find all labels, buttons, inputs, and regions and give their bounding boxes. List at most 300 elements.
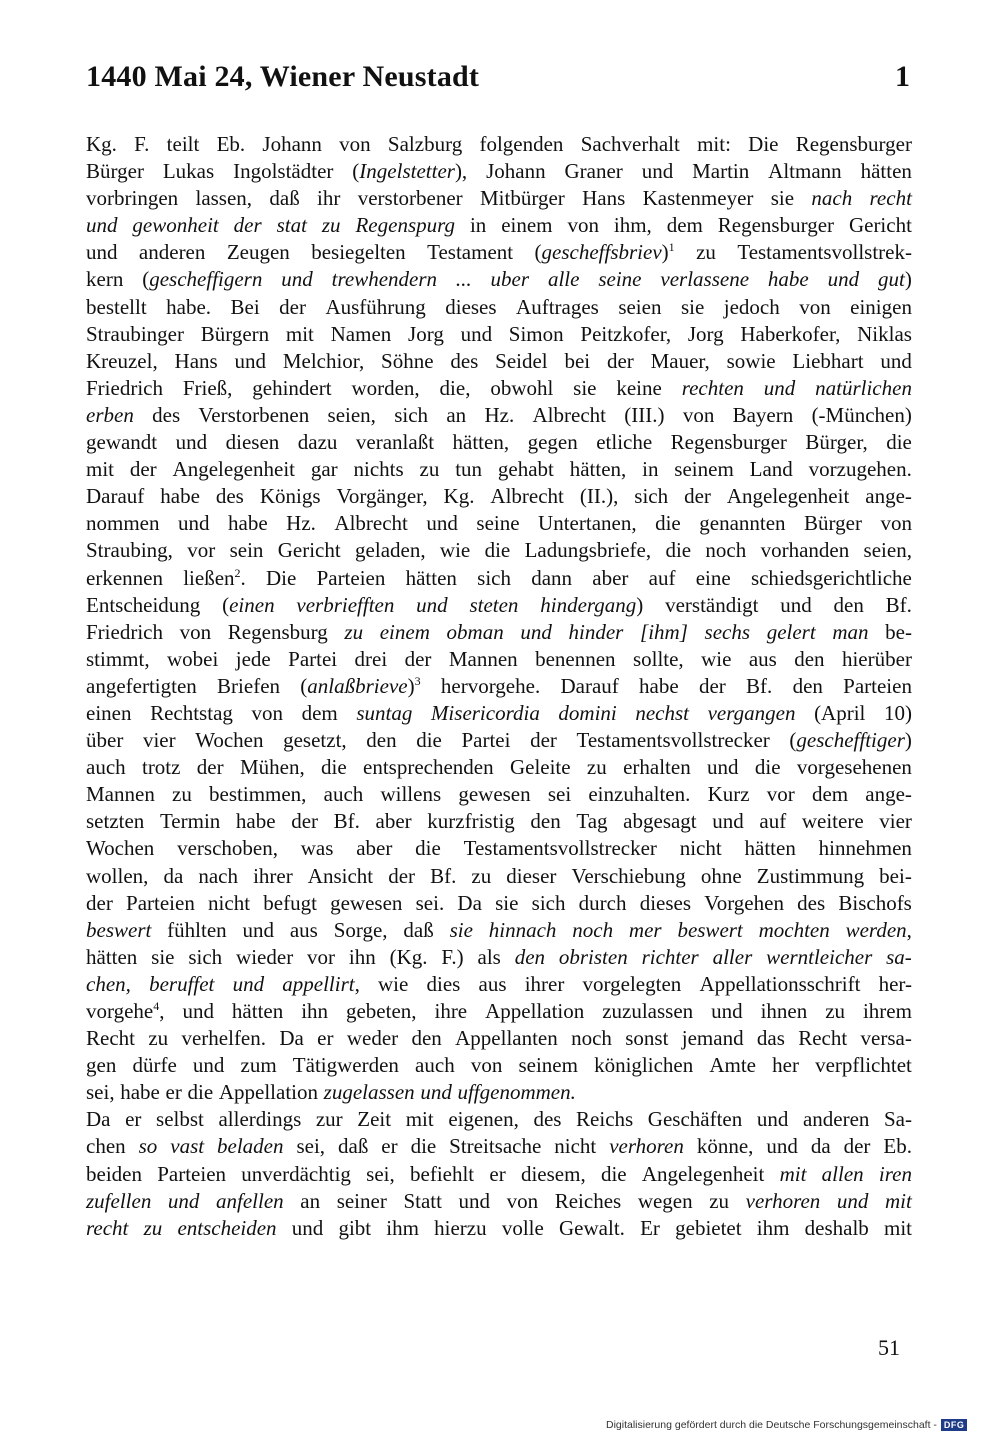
text-segment: sie xyxy=(573,375,597,400)
word xyxy=(356,429,434,456)
text-segment: über xyxy=(86,728,124,753)
text-segment: abgesagt xyxy=(623,809,697,834)
word xyxy=(415,835,441,862)
text-segment: etliche xyxy=(596,430,653,455)
text-line xyxy=(86,510,912,537)
word xyxy=(366,1161,395,1188)
italic-quote: vergangen xyxy=(707,700,796,725)
word xyxy=(803,1106,869,1133)
word xyxy=(565,158,623,185)
text-segment: Hz. xyxy=(286,511,316,536)
word xyxy=(850,294,912,321)
text-segment: der xyxy=(86,890,113,915)
word xyxy=(601,1161,627,1188)
word xyxy=(755,754,781,781)
word xyxy=(198,863,238,890)
text-line xyxy=(86,998,912,1025)
text-segment: hierzu xyxy=(434,1215,487,1240)
word xyxy=(86,998,165,1025)
footer-text: Digitalisierung gefördert durch die Deutsche Forschungsgemeinschaft - xyxy=(606,1419,937,1431)
text-segment: und xyxy=(192,1053,225,1078)
text-segment: der xyxy=(606,348,634,373)
word xyxy=(640,1215,660,1242)
word xyxy=(449,1133,541,1160)
text-line xyxy=(86,1215,912,1242)
word xyxy=(766,1133,798,1160)
text-line xyxy=(86,917,912,944)
text-segment: aus xyxy=(289,917,318,942)
text-segment: Zeugen xyxy=(226,240,290,265)
text-segment: jede xyxy=(235,646,271,671)
word xyxy=(286,510,316,537)
italic-quote: rechten xyxy=(681,375,744,400)
word xyxy=(581,131,680,158)
text-segment: 10) xyxy=(883,700,912,725)
italic-quote: und xyxy=(827,267,860,292)
word xyxy=(86,429,157,456)
word xyxy=(793,673,823,700)
text-segment: sie xyxy=(495,890,519,915)
word xyxy=(156,1106,204,1133)
word xyxy=(86,239,118,266)
word xyxy=(502,1215,544,1242)
italic-quote: sa- xyxy=(886,944,912,969)
word xyxy=(490,375,553,402)
text-segment: Da xyxy=(457,890,482,915)
word xyxy=(394,402,428,429)
text-segment: Entscheidung xyxy=(86,592,201,617)
italic-quote: richter xyxy=(641,944,699,969)
word xyxy=(699,971,860,998)
text-segment: der xyxy=(404,646,432,671)
text-segment: verstorbener xyxy=(357,186,463,211)
text-segment: aber xyxy=(356,836,393,861)
text-segment: vier xyxy=(142,728,176,753)
word xyxy=(406,565,457,592)
text-segment: noch xyxy=(705,538,747,563)
word xyxy=(290,917,318,944)
text-segment: Johann xyxy=(262,132,322,156)
word xyxy=(86,537,173,564)
text-segment: daß xyxy=(269,186,300,211)
text-segment: der xyxy=(388,863,416,888)
word xyxy=(446,402,466,429)
text-segment: ihnen xyxy=(760,999,808,1023)
word xyxy=(501,212,552,239)
word xyxy=(805,1215,869,1242)
text-line xyxy=(86,835,912,862)
italic-quote: uber xyxy=(490,267,530,292)
word xyxy=(381,348,434,375)
word xyxy=(811,1133,831,1160)
text-segment: dieses xyxy=(445,294,497,319)
text-segment: F.) xyxy=(441,944,464,969)
italic-quote: Ingelstetter xyxy=(359,159,455,184)
word xyxy=(86,971,131,998)
text-segment: aber xyxy=(592,565,629,590)
word xyxy=(455,456,482,483)
italic-quote: anlaßbrieve xyxy=(307,673,408,698)
text-segment: wobei xyxy=(167,646,219,671)
text-line xyxy=(86,863,912,890)
text-segment: schiedsgerichtliche xyxy=(750,565,912,590)
text-segment: , xyxy=(354,971,360,996)
text-segment: Kastenmeyer xyxy=(642,186,754,211)
text-segment: die xyxy=(416,728,442,753)
text-segment: mit xyxy=(86,457,115,482)
word xyxy=(642,158,674,185)
word xyxy=(538,510,637,537)
word xyxy=(696,239,716,266)
text-segment: ange- xyxy=(865,484,912,509)
text-segment: Sa- xyxy=(884,1107,912,1132)
text-segment: hätten, xyxy=(452,430,510,455)
word xyxy=(749,646,777,673)
word xyxy=(737,239,912,266)
word xyxy=(843,673,912,700)
word xyxy=(86,402,134,429)
text-segment: sie xyxy=(151,944,175,969)
word xyxy=(86,944,137,971)
text-segment: sich xyxy=(634,484,669,509)
text-segment: Regensburger xyxy=(670,430,787,455)
word xyxy=(172,781,192,808)
word xyxy=(278,537,341,564)
word xyxy=(832,619,868,646)
word xyxy=(705,619,751,646)
word xyxy=(86,510,160,537)
word xyxy=(291,808,318,835)
word xyxy=(864,537,912,564)
word xyxy=(300,673,420,700)
word xyxy=(477,565,511,592)
text-segment: bei- xyxy=(879,863,912,888)
text-segment: von xyxy=(567,213,599,238)
text-segment: sowie xyxy=(726,348,776,373)
word xyxy=(86,1052,116,1079)
text-segment: Bayern xyxy=(732,402,794,427)
text-segment: auch xyxy=(415,1053,455,1078)
text-segment: von xyxy=(682,402,715,427)
word xyxy=(865,781,912,808)
text-segment: des xyxy=(797,890,826,915)
text-segment: be- xyxy=(885,619,912,644)
word xyxy=(844,1133,871,1160)
word xyxy=(86,294,147,321)
text-segment: könne, xyxy=(696,1134,754,1159)
text-line xyxy=(86,348,912,375)
word xyxy=(675,1215,741,1242)
text-segment: gehindert xyxy=(252,375,332,400)
word xyxy=(842,646,912,673)
word xyxy=(233,971,265,998)
word xyxy=(825,998,845,1025)
word xyxy=(302,700,338,727)
text-segment: selbst xyxy=(156,1107,204,1132)
text-segment: Tag xyxy=(576,809,608,834)
text-segment: jemand xyxy=(681,1026,744,1051)
text-segment: Bürger xyxy=(86,159,144,184)
text-segment: Er xyxy=(640,1215,660,1240)
text-segment: erkennen xyxy=(86,565,163,590)
italic-quote: mit xyxy=(779,1161,807,1186)
word xyxy=(629,917,662,944)
word xyxy=(236,808,276,835)
text-segment: der xyxy=(698,673,726,698)
text-segment: Frieß, xyxy=(182,375,233,400)
text-segment: ihm xyxy=(386,1215,419,1240)
word xyxy=(639,673,679,700)
word xyxy=(139,1133,158,1160)
text-segment: ) xyxy=(904,267,912,292)
word xyxy=(183,565,246,592)
text-segment: ), xyxy=(454,159,468,184)
word xyxy=(251,700,283,727)
text-segment: von xyxy=(506,1188,539,1213)
word xyxy=(157,1161,226,1188)
word xyxy=(535,646,615,673)
word xyxy=(86,185,178,212)
word xyxy=(548,781,571,808)
word xyxy=(884,700,912,727)
word xyxy=(86,890,113,917)
word xyxy=(293,1052,399,1079)
text-segment: Johann xyxy=(486,159,546,184)
footnote-marker: 2 xyxy=(234,565,241,580)
text-segment: ihr xyxy=(317,186,341,211)
word xyxy=(228,619,328,646)
text-segment: seinem xyxy=(518,1053,578,1078)
text-segment: das xyxy=(756,1026,785,1051)
italic-quote: trewhendern xyxy=(331,267,438,292)
word xyxy=(181,1025,266,1052)
text-segment: Wochen xyxy=(195,728,264,753)
italic-quote: Misericordia xyxy=(430,700,540,725)
word xyxy=(577,727,770,754)
word xyxy=(263,890,317,917)
text-segment: Albrecht xyxy=(334,511,408,536)
word xyxy=(269,185,299,212)
word xyxy=(177,835,278,862)
word xyxy=(583,971,682,998)
word xyxy=(176,429,208,456)
text-segment: zu xyxy=(696,240,716,265)
text-segment: gibt xyxy=(338,1215,372,1240)
text-segment: Ladungsbriefe, xyxy=(524,538,652,563)
word xyxy=(352,158,467,185)
word xyxy=(182,998,214,1025)
word xyxy=(86,348,158,375)
word xyxy=(241,1161,351,1188)
text-segment: her- xyxy=(878,971,912,996)
word xyxy=(745,835,796,862)
word xyxy=(283,348,364,375)
text-segment: Partei xyxy=(461,728,511,753)
word xyxy=(311,239,405,266)
text-segment: setzten xyxy=(86,809,145,834)
text-line xyxy=(86,483,912,510)
word xyxy=(780,592,812,619)
word xyxy=(560,673,618,700)
text-segment: dieses xyxy=(639,890,692,915)
italic-quote: anfellen xyxy=(216,1188,284,1213)
text-segment: habe. xyxy=(166,294,212,319)
word xyxy=(740,321,840,348)
word xyxy=(727,348,776,375)
word xyxy=(712,808,744,835)
text-segment: beiden xyxy=(86,1161,142,1186)
word xyxy=(886,944,912,971)
word xyxy=(457,1079,575,1106)
text-segment: der xyxy=(279,294,306,319)
text-segment: er xyxy=(125,1107,142,1132)
word xyxy=(768,266,809,293)
text-segment: chen xyxy=(86,1134,126,1159)
word xyxy=(405,646,432,673)
text-segment: vor xyxy=(187,538,216,563)
text-segment: sein xyxy=(229,538,264,563)
word xyxy=(681,294,704,321)
page-number: 51 xyxy=(878,1335,900,1360)
text-segment: obwohl xyxy=(490,375,554,400)
word xyxy=(789,727,911,754)
word xyxy=(727,483,849,510)
word xyxy=(311,456,338,483)
word xyxy=(559,1215,625,1242)
word xyxy=(642,944,699,971)
word xyxy=(814,700,865,727)
word xyxy=(802,808,864,835)
text-line xyxy=(86,1025,912,1052)
word xyxy=(339,131,371,158)
word xyxy=(885,619,912,646)
word xyxy=(86,321,184,348)
word xyxy=(798,1025,847,1052)
word xyxy=(805,429,867,456)
italic-quote: mochten xyxy=(758,917,830,942)
footnote-marker: 1 xyxy=(668,240,675,255)
word xyxy=(471,1052,503,1079)
word xyxy=(355,646,388,673)
text-segment: er xyxy=(317,1026,334,1051)
text-line xyxy=(86,890,912,917)
italic-quote: gut xyxy=(878,267,905,292)
word xyxy=(885,1188,912,1215)
word xyxy=(338,1215,371,1242)
italic-quote: man xyxy=(832,619,869,644)
word xyxy=(528,429,578,456)
text-segment: Da xyxy=(279,1026,304,1051)
word xyxy=(334,808,360,835)
word xyxy=(640,890,691,917)
text-segment: Albrecht xyxy=(490,484,564,509)
word xyxy=(485,998,584,1025)
text-segment: die xyxy=(600,1161,627,1186)
text-segment: Ingolstädter xyxy=(233,159,334,184)
italic-quote: [ihm] xyxy=(640,619,688,644)
text-segment: des xyxy=(152,402,181,427)
text-segment: Seidel xyxy=(495,348,548,373)
word xyxy=(120,1079,160,1106)
text-segment: gebeten, xyxy=(345,999,417,1023)
text-segment: Geleite xyxy=(509,755,571,780)
text-segment: (Kg. xyxy=(389,944,428,969)
word xyxy=(495,348,548,375)
word xyxy=(701,863,742,890)
text-segment: worden, xyxy=(351,375,420,400)
text-segment: Angelegenheit xyxy=(641,1161,765,1186)
word xyxy=(648,1106,742,1133)
italic-quote: und xyxy=(420,1080,452,1105)
word xyxy=(886,429,912,456)
text-segment: Parteien xyxy=(157,1161,227,1186)
text-line xyxy=(86,239,912,266)
word xyxy=(411,1133,437,1160)
word xyxy=(86,592,200,619)
text-segment: Untertanen, xyxy=(538,511,637,536)
text-segment: Straubinger xyxy=(86,321,184,346)
text-segment: hätten xyxy=(744,836,796,861)
word xyxy=(834,592,864,619)
word xyxy=(222,592,274,619)
text-segment: nicht xyxy=(679,836,722,861)
text-segment: und xyxy=(711,999,743,1023)
text-segment: Mitbürger xyxy=(479,186,565,211)
word xyxy=(509,321,564,348)
word xyxy=(167,646,218,673)
text-segment: und xyxy=(182,999,214,1023)
text-segment: gen xyxy=(86,1053,117,1078)
italic-quote: und xyxy=(167,1188,200,1213)
word xyxy=(580,483,618,510)
text-segment: die xyxy=(754,755,781,780)
text-segment: Bf. xyxy=(746,673,773,698)
text-segment: Kurz xyxy=(707,782,750,807)
italic-quote: verhoren xyxy=(745,1188,821,1213)
word xyxy=(573,375,596,402)
text-segment: ihrem xyxy=(862,999,912,1023)
word xyxy=(746,673,772,700)
word xyxy=(506,863,556,890)
document-title: 1440 Mai 24, Wiener Neustadt xyxy=(86,60,480,93)
text-segment: hätten, xyxy=(569,457,627,482)
word xyxy=(531,565,572,592)
word xyxy=(143,727,176,754)
word xyxy=(316,1106,343,1133)
text-segment: die xyxy=(886,430,912,455)
word xyxy=(767,781,795,808)
italic-quote: uffgenommen. xyxy=(457,1080,576,1105)
text-segment: die xyxy=(187,1080,214,1105)
word xyxy=(642,1161,764,1188)
word xyxy=(880,510,912,537)
text-segment: als xyxy=(477,944,501,969)
text-segment: ) xyxy=(904,728,912,753)
text-line xyxy=(86,944,912,971)
word xyxy=(148,1025,168,1052)
text-segment: folgenden xyxy=(479,132,564,156)
text-segment: und xyxy=(242,917,274,942)
text-segment: der xyxy=(530,728,557,753)
italic-quote: ... xyxy=(455,267,472,292)
word xyxy=(180,619,212,646)
text-segment: Auftrages xyxy=(516,294,599,319)
text-segment: ( xyxy=(352,159,360,184)
word xyxy=(125,1106,141,1133)
word xyxy=(441,944,463,971)
word xyxy=(766,944,872,971)
text-segment: Friedrich xyxy=(86,375,163,400)
